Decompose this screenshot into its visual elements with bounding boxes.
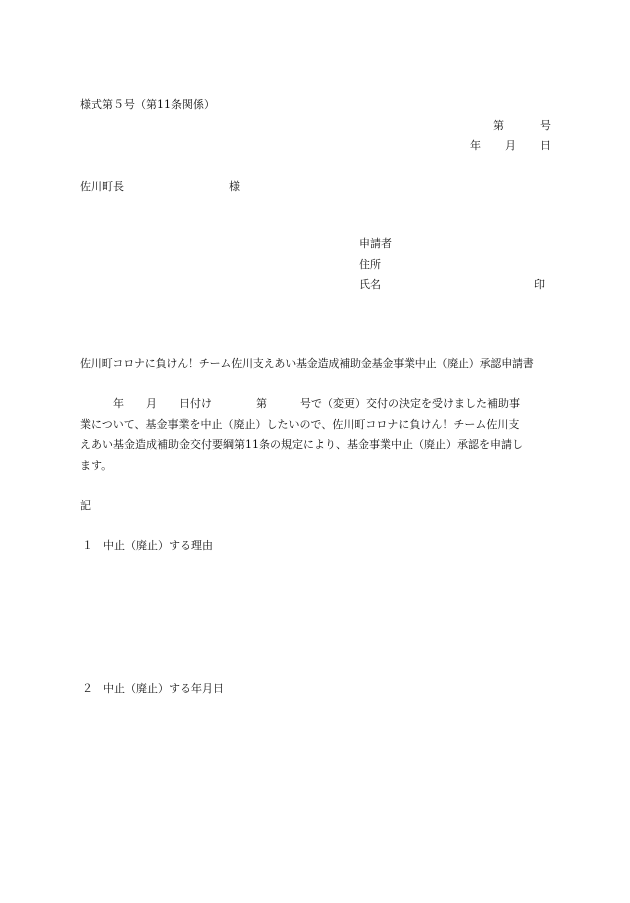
applicant-heading: 申請者 [359, 237, 392, 250]
ki-heading: 記 [80, 499, 91, 512]
form-number: 様式第５号（第11条関係） [80, 98, 215, 111]
date-month: 月 [505, 139, 516, 152]
item-1-number: １ [82, 539, 93, 552]
document-title: 佐川町コロナに負けん！チーム佐川支えあい基金造成補助金基金事業中止（廃止）承認申請書 [80, 357, 534, 370]
applicant-address-label: 住所 [359, 258, 381, 271]
addressee-name: 佐川町長 [80, 180, 124, 193]
body-line-2: 業について、基金事業を中止（廃止）したいので、佐川町コロナに負けん！チーム佐川支 [80, 418, 520, 431]
applicant-name-label: 氏名 [359, 278, 381, 291]
item-2-label: 中止（廃止）する年月日 [103, 682, 224, 695]
addressee-honorific: 様 [229, 180, 240, 193]
doc-number-go: 号 [540, 119, 551, 132]
seal-mark: 印 [534, 278, 545, 291]
doc-number-dai: 第 [493, 119, 504, 132]
date-year: 年 [470, 139, 481, 152]
body-line-4: ます。 [80, 459, 113, 472]
body-line-3: えあい基金造成補助金交付要綱第11条の規定により、基金事業中止（廃止）承認を申請し [80, 438, 523, 451]
item-1-label: 中止（廃止）する理由 [103, 539, 213, 552]
body-line-1: 年 月 日付け 第 号で（変更）交付の決定を受けました補助事 [80, 397, 520, 410]
date-day: 日 [540, 139, 551, 152]
item-2-number: ２ [82, 682, 93, 695]
